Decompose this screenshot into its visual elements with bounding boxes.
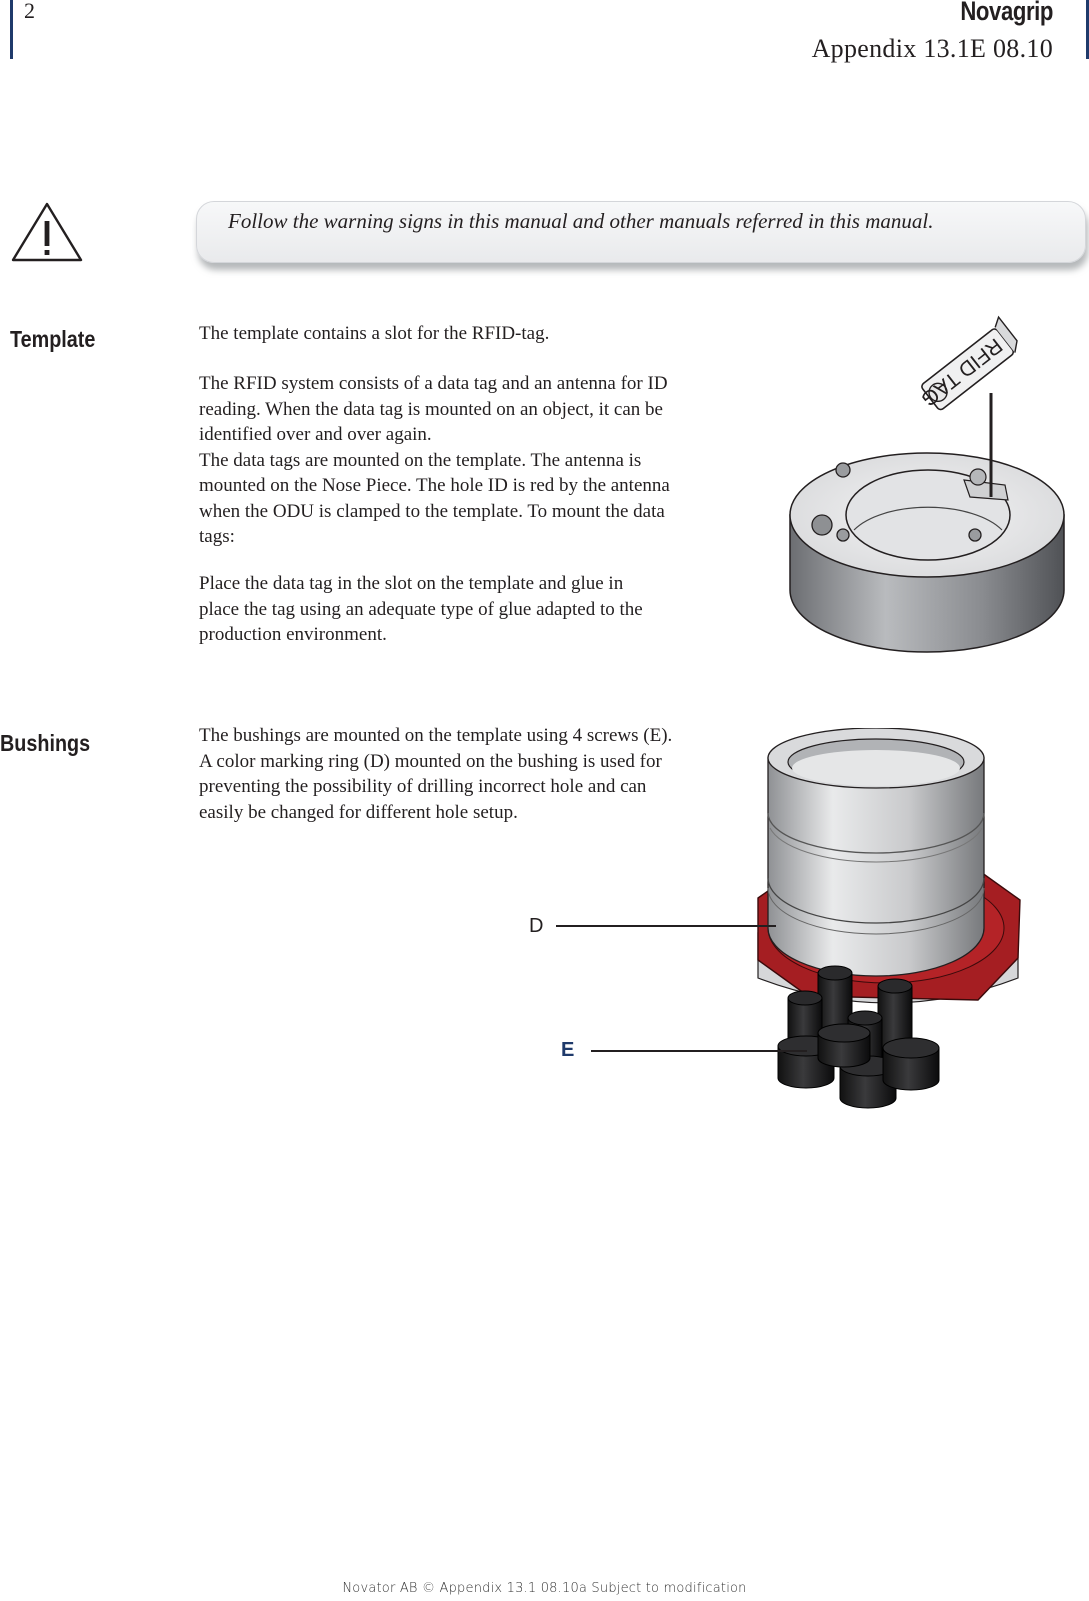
template-paragraph-3 [199,571,643,648]
text-line: easily be changed for different hole setup. [199,801,518,823]
callout-leader-d [556,924,776,928]
text-line: mounted on the Nose Piece. The hole ID is red by the antenna [199,475,670,496]
text-line: when the ODU is clamped to the template. To mount the data [199,500,665,522]
bushing-figure [748,728,1048,1133]
callout-leader-e [591,1049,807,1053]
text-line: Place the data tag in the slot on the template and glue in [199,573,624,594]
footer-text: Novator AB © Appendix 13.1 08.10a Subject to modification [342,1581,747,1596]
text-line: identified over and over again. [199,424,432,445]
page-number: 2 [24,0,35,23]
text-line: The data tags are mounted on the template. The antenna is [199,449,642,471]
text-line: The RFID system consists of a data tag and an antenna for ID [199,373,668,394]
text-line: place the tag using an adequate type of glue adapted to the [199,598,643,620]
left-margin-bar [10,0,13,59]
text-line: production environment. [199,624,387,645]
text-line: tags: [199,526,235,547]
bushings-heading: Bushings [0,730,91,756]
warning-triangle-icon [10,201,84,263]
template-paragraph-1: The template contains a slot for the RFID-tag. [199,323,550,344]
text-line: preventing the possibility of drilling incorrect hole and can [199,776,647,797]
brand-title: Novagrip [960,0,1053,26]
text-line: reading. When the data tag is mounted on an object, it can be [199,398,663,420]
template-paragraph-2 [199,371,670,550]
rfid-tag-label: RFID TAG [916,333,1007,411]
callout-label-d: D [529,915,544,937]
text-line: A color marking ring (D) mounted on the bushing is used for [199,750,662,772]
appendix-label: Appendix 13.1E 08.10 [811,34,1053,63]
template-heading: Template [10,326,96,352]
bushings-paragraph [199,723,672,825]
warning-text: Follow the warning signs in this manual and other manuals referred in this manual. [228,209,934,233]
callout-label-e: E [561,1039,575,1061]
text-line: The bushings are mounted on the template using 4 screws (E). [199,725,673,746]
template-rfid-figure [780,315,1080,670]
